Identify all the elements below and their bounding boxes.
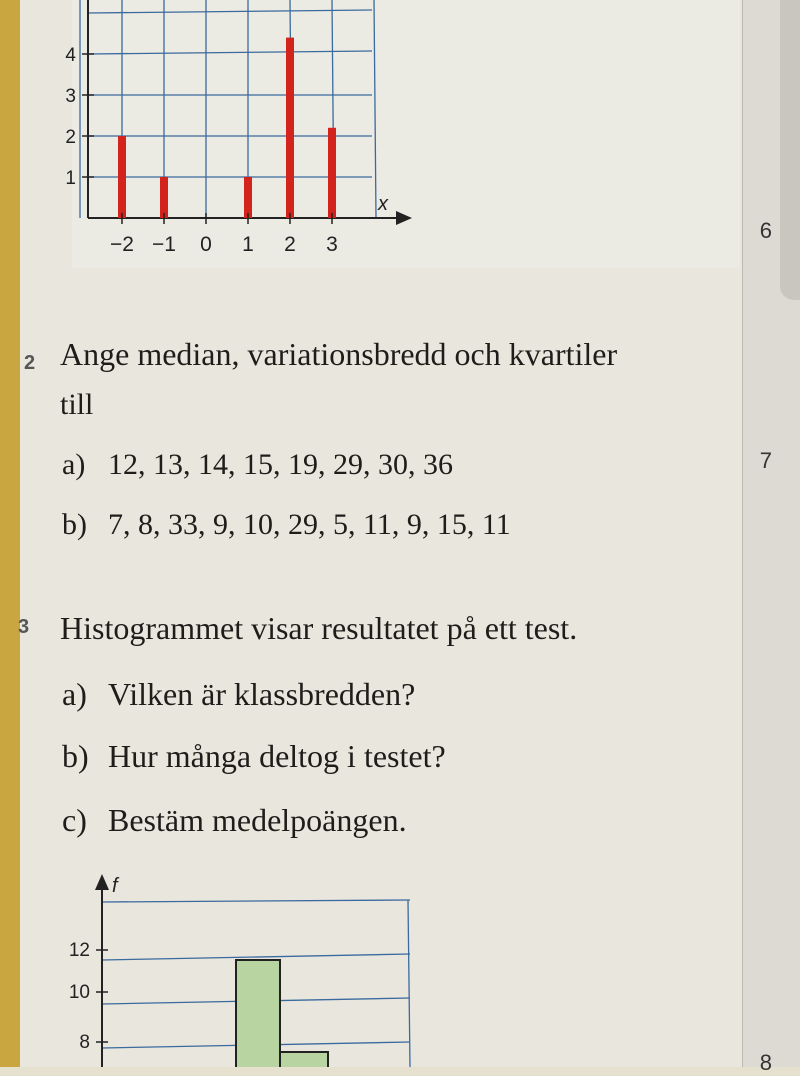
top-y-tick-label: 4 bbox=[65, 45, 76, 66]
top-chart-panel bbox=[72, 0, 740, 268]
task-3-item-b-text: Hur många deltog i testet? bbox=[108, 738, 446, 774]
task-3-item-b bbox=[62, 740, 446, 772]
task-2-question-line-2: till bbox=[60, 388, 94, 421]
margin-tab bbox=[780, 0, 800, 300]
task-2-item-b bbox=[62, 510, 511, 540]
bottom-y-tick-label: 8 bbox=[79, 1032, 90, 1053]
task-3-item-c-letter: c) bbox=[62, 802, 87, 838]
margin-number-8: 8 bbox=[759, 1050, 772, 1075]
margin-number-7: 7 bbox=[759, 448, 772, 473]
task-2-number: 2 bbox=[24, 352, 36, 374]
task-3-item-c bbox=[62, 804, 407, 836]
top-y-tick-label: 2 bbox=[65, 127, 76, 148]
top-x-tick-label: 0 bbox=[200, 233, 212, 256]
top-bar-chart bbox=[0, 0, 740, 270]
bottom-y-tick-label: 12 bbox=[68, 940, 90, 961]
task-3-item-b-letter: b) bbox=[62, 738, 89, 774]
top-chart-x-axis-label: x bbox=[378, 193, 388, 215]
task-3-number: 3 bbox=[18, 616, 30, 638]
task-2-question-line-1: Ange median, variationsbredd och kvartiler bbox=[60, 336, 618, 372]
bottom-chart-bar bbox=[236, 960, 280, 1067]
top-chart-bar bbox=[244, 177, 252, 218]
top-x-tick-label: 2 bbox=[284, 233, 296, 256]
task-2-item-a-text: 12, 13, 14, 15, 19, 29, 30, 36 bbox=[108, 448, 453, 481]
top-chart-bar bbox=[286, 38, 294, 218]
bottom-grid-hline bbox=[102, 900, 410, 902]
top-y-tick-label: 1 bbox=[65, 168, 76, 189]
top-chart-bar bbox=[328, 128, 336, 218]
task-3-item-c-text: Bestäm medelpoängen. bbox=[108, 802, 407, 838]
bottom-y-axis-arrow bbox=[95, 874, 109, 890]
bottom-chart-bars bbox=[236, 960, 328, 1067]
task-2-item-b-text: 7, 8, 33, 9, 10, 29, 5, 11, 9, 15, 11 bbox=[108, 508, 511, 541]
bottom-histogram bbox=[0, 860, 740, 1067]
top-x-tick-label: 1 bbox=[242, 233, 254, 256]
task-2-item-a-letter: a) bbox=[62, 448, 86, 481]
task-3-item-a-letter: a) bbox=[62, 676, 87, 712]
top-y-tick-label: 3 bbox=[65, 86, 76, 107]
top-x-tick-label: −1 bbox=[152, 233, 176, 256]
bottom-chart-y-axis-label: f bbox=[112, 875, 118, 897]
bottom-chart-axes bbox=[95, 874, 109, 1067]
task-3-question: Histogrammet visar resultatet på ett test. bbox=[60, 610, 578, 646]
top-x-tick-label: 3 bbox=[326, 233, 338, 256]
task-3-item-a-text: Vilken är klassbredden? bbox=[108, 676, 416, 712]
margin-number-6: 6 bbox=[759, 218, 772, 243]
top-x-tick-label: −2 bbox=[110, 233, 134, 256]
task-3-item-a bbox=[62, 678, 415, 710]
bottom-chart-bar bbox=[280, 1052, 328, 1067]
task-2-item-a bbox=[62, 450, 453, 480]
top-chart-bar bbox=[118, 136, 126, 218]
bottom-y-tick-label: 10 bbox=[68, 982, 90, 1003]
top-chart-bar bbox=[160, 177, 168, 218]
task-2-item-b-letter: b) bbox=[62, 508, 87, 541]
